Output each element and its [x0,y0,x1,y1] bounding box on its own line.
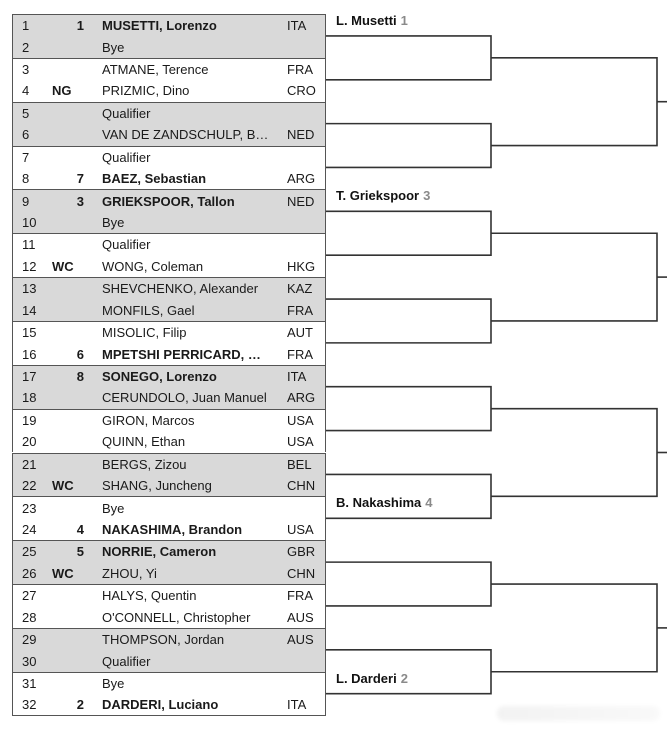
player-name: MONFILS, Gael [102,302,195,318]
draw-position: 15 [22,325,37,341]
country-code: FRA [287,346,313,362]
draw-row [13,497,325,518]
first-round-match [12,453,326,497]
draw-position: 22 [22,478,37,494]
seed-number [71,431,84,452]
draw-row [13,168,325,189]
seed-number [71,606,84,627]
player-name: GIRON, Marcos [102,412,195,428]
player-name: DARDERI, Luciano [102,696,219,712]
second-round-bracket [326,387,491,431]
draw-position: 29 [22,632,37,648]
first-round-match [12,58,326,102]
draw-position: 19 [22,412,37,428]
first-round-match [12,584,326,628]
third-round-bracket [491,58,657,146]
advanced-player-name: T. Griekspoor [336,188,420,204]
draw-position: 27 [22,588,37,604]
draw-position: 6 [22,127,30,143]
first-round-match [12,496,326,540]
seed-number [71,650,84,671]
first-round-match [12,233,326,277]
advanced-player-seed: 4 [425,495,433,511]
draw-position: 9 [22,193,30,209]
seed-number [71,256,84,277]
seed-number [71,103,84,124]
second-round-bracket [326,299,491,343]
player-name: MPETSHI PERRICARD, … [102,346,261,362]
draw-row [13,629,325,650]
first-round-match [12,365,326,409]
first-round-match [12,277,326,321]
player-name: GRIEKSPOOR, Tallon [102,193,235,209]
player-name: Qualifier [102,653,151,669]
draw-position: 24 [22,521,37,537]
player-name: Qualifier [102,105,151,121]
seed-number [71,585,84,606]
draw-position: 8 [22,171,30,187]
country-code: ITA [287,369,307,384]
player-name: BERGS, Zizou [102,456,187,472]
draw-row [13,650,325,671]
draw-position: 13 [22,281,37,297]
draw-row [13,103,325,124]
player-name: VAN DE ZANDSCHULP, B… [102,127,269,143]
country-code: KAZ [287,281,313,297]
draw-row [13,15,325,36]
draw-row [13,147,325,168]
draw-row [13,541,325,562]
draw-position: 26 [22,565,37,581]
draw-row [13,519,325,540]
advanced-player-seed: 3 [423,188,431,204]
first-round-match [12,540,326,584]
player-name: ZHOU, Yi [102,565,157,581]
second-round-bracket [326,562,491,606]
draw-position: 4 [22,83,30,99]
draw-position: 3 [22,62,30,78]
draw-row [13,322,325,343]
country-code: USA [287,521,314,537]
draw-position: 23 [22,500,37,516]
player-name: THOMPSON, Jordan [102,632,225,648]
third-round-bracket [491,409,657,497]
draw-position: 28 [22,609,37,625]
second-round-player [336,670,408,688]
seed-number [71,497,84,518]
draw-row [13,563,325,584]
first-round-match [12,189,326,233]
country-code: GBR [287,544,316,560]
seed-number: 8 [76,369,84,384]
second-round-bracket [326,36,491,80]
draw-row [13,366,325,387]
first-round-match [12,146,326,190]
seed-number [71,410,84,431]
first-round-match [12,14,326,58]
country-code: HKG [287,258,316,274]
draw-position: 17 [22,369,37,384]
advanced-player-name: L. Darderi [336,670,397,686]
player-name: Bye [102,39,125,55]
player-name: O'CONNELL, Christopher [102,609,251,625]
draw-table [12,14,326,716]
player-name: SHEVCHENKO, Alexander [102,281,259,297]
player-name: Qualifier [102,237,151,253]
draw-position: 10 [22,215,37,231]
country-code: AUT [287,325,313,341]
second-round-player [336,12,408,30]
draw-row [13,124,325,145]
third-round-bracket [491,233,657,321]
watermark [497,706,660,721]
seed-number: 5 [76,544,84,560]
country-code: CHN [287,565,316,581]
seed-number [71,454,84,475]
draw-position: 30 [22,653,37,669]
draw-row [13,190,325,211]
seed-number: 2 [76,696,84,712]
country-code: AUS [287,632,314,648]
seed-number [71,300,84,321]
entry-status: WC [52,258,74,274]
player-name: NAKASHIMA, Brandon [102,521,243,537]
advanced-player-seed: 1 [400,12,408,28]
draw-row [13,694,325,715]
first-round-match [12,321,326,365]
country-code: FRA [287,62,313,78]
draw-position: 2 [22,39,30,55]
draw-row [13,475,325,496]
draw-position: 31 [22,675,37,691]
draw-row [13,387,325,408]
seed-number [71,673,84,694]
country-code: USA [287,412,314,428]
entry-status: NG [52,83,72,99]
seed-number: 3 [76,193,84,209]
seed-number [71,124,84,145]
entry-status: WC [52,565,74,581]
country-code: NED [287,127,315,143]
country-code: ARG [287,390,316,406]
player-name: SONEGO, Lorenzo [102,369,217,384]
draw-row [13,59,325,80]
seed-number [71,475,84,496]
draw-row [13,278,325,299]
seed-number [71,212,84,233]
draw-position: 16 [22,346,37,362]
seed-number [71,563,84,584]
country-code: CHN [287,478,316,494]
country-code: NED [287,193,315,209]
country-code: ARG [287,171,316,187]
player-name: Bye [102,215,125,231]
first-round-match [12,628,326,672]
player-name: PRIZMIC, Dino [102,83,190,99]
player-name: Qualifier [102,149,151,165]
draw-position: 14 [22,302,37,318]
draw-row [13,300,325,321]
player-name: QUINN, Ethan [102,434,186,450]
first-round-match [12,672,326,716]
second-round-player [336,187,430,205]
seed-number [71,234,84,255]
seed-number: 6 [76,346,84,362]
advanced-player-seed: 2 [400,670,408,686]
second-round-player [336,494,433,512]
draw-position: 1 [22,18,30,34]
draw-row [13,212,325,233]
seed-number: 1 [76,18,84,34]
seed-number [71,629,84,650]
player-name: MUSETTI, Lorenzo [102,18,217,34]
country-code: BEL [287,456,312,472]
player-name: SHANG, Juncheng [102,478,212,494]
player-name: BAEZ, Sebastian [102,171,207,187]
draw-position: 7 [22,149,30,165]
draw-position: 12 [22,258,37,274]
draw-position: 21 [22,456,37,472]
draw-position: 5 [22,105,30,121]
player-name: NORRIE, Cameron [102,544,217,560]
seed-number: 7 [76,171,84,187]
draw-row [13,410,325,431]
player-name: WONG, Coleman [102,258,204,274]
seed-number [71,36,84,57]
draw-row [13,606,325,627]
country-code: CRO [287,83,316,99]
country-code: ITA [287,18,307,34]
country-code: FRA [287,588,313,604]
first-round-match [12,409,326,453]
player-name: MISOLIC, Filip [102,325,187,341]
draw-row [13,36,325,57]
draw-row [13,234,325,255]
draw-position: 11 [22,237,36,253]
player-name: CERUNDOLO, Juan Manuel [102,390,267,406]
draw-row [13,673,325,694]
player-name: ATMANE, Terence [102,62,209,78]
seed-number [71,278,84,299]
draw-row [13,585,325,606]
advanced-player-name: B. Nakashima [336,495,422,511]
player-name: HALYS, Quentin [102,588,197,604]
draw-row [13,343,325,364]
draw-row [13,256,325,277]
seed-number [71,147,84,168]
second-round-bracket [326,211,491,255]
draw-position: 32 [22,696,37,712]
seed-number [71,387,84,408]
draw-position: 25 [22,544,37,560]
draw-position: 18 [22,390,37,406]
seed-number: 4 [76,521,84,537]
third-round-bracket [491,584,657,672]
draw-row [13,80,325,101]
advanced-player-name: L. Musetti [336,12,397,28]
country-code: FRA [287,302,313,318]
first-round-match [12,102,326,146]
draw-position: 20 [22,434,37,450]
seed-number [71,322,84,343]
entry-status: WC [52,478,74,494]
seed-number [71,59,84,80]
draw-row [13,431,325,452]
draw-row [13,454,325,475]
country-code: ITA [287,696,307,712]
country-code: USA [287,434,314,450]
player-name: Bye [102,500,125,516]
player-name: Bye [102,675,125,691]
seed-number [71,80,84,101]
country-code: AUS [287,609,314,625]
second-round-bracket [326,124,491,168]
